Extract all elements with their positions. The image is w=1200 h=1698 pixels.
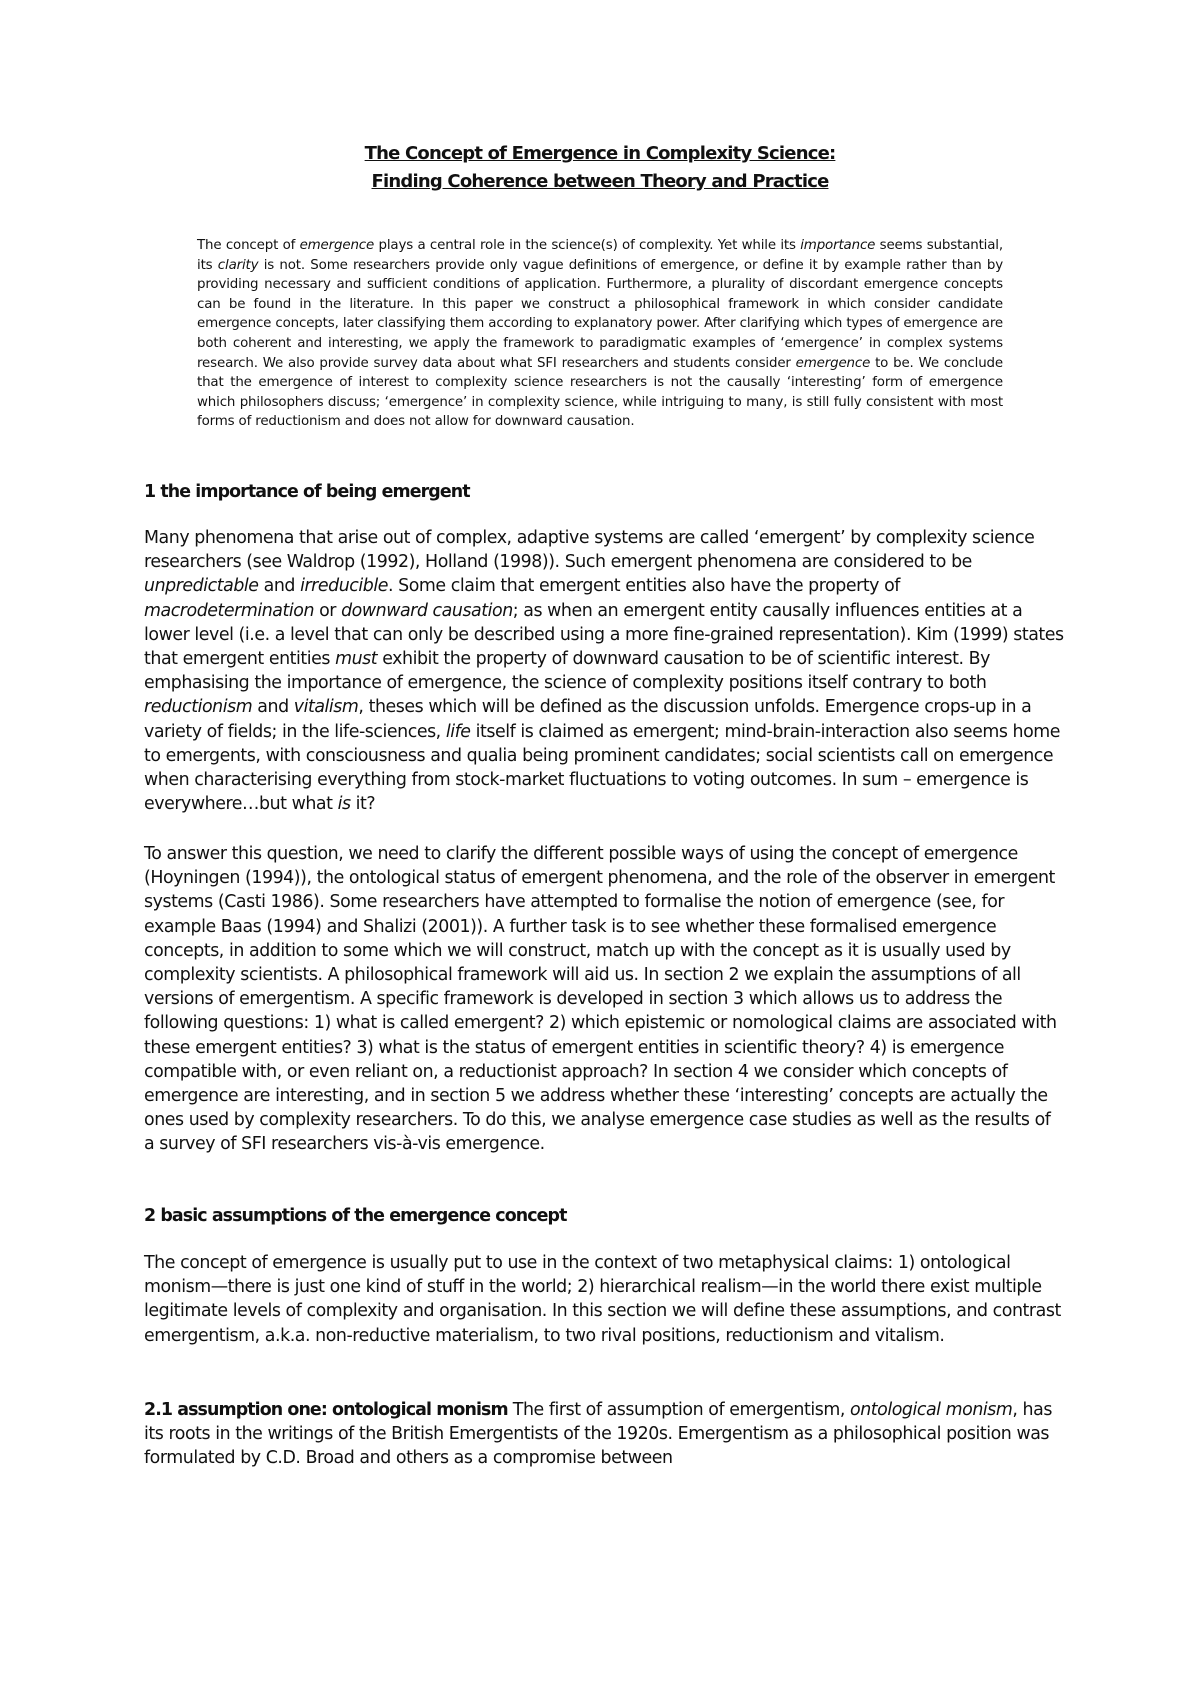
abstract xyxy=(197,236,1003,432)
body-emphasis: macrodetermination xyxy=(144,600,315,621)
body-text: . Some claim that emergent entities also have the property of xyxy=(388,576,900,597)
body-text: The first of assumption of emergentism, xyxy=(507,1400,850,1420)
body-emphasis: vitalism xyxy=(293,697,359,718)
body-text: Many phenomena that arise out of complex, adaptive systems are called ‘emergent’ by complexity science researchers (see Waldrop (1992), Holland (1998)). Such emergent phenomena are considered to be xyxy=(144,528,1035,573)
body-text: and xyxy=(258,576,301,597)
body-text: , has its roots in the writings of the British Emergentists of the 1920s. Emergentism as a philosophical position was formulated by C.D. Broad and others as a compromise between xyxy=(144,1400,1052,1469)
section-2-heading: 2 basic assumptions of the emergence concept xyxy=(144,1206,567,1226)
body-emphasis: reductionism xyxy=(144,697,253,718)
body-text: , theses which will be defined as the discussion unfolds. Emergence crops-up in a variety of fields; in the life-sciences, xyxy=(144,697,1032,742)
body-text: it? xyxy=(350,794,376,815)
abstract-emphasis: emergence xyxy=(795,355,871,371)
body-emphasis: is xyxy=(337,794,351,815)
subsection-2-1-heading: 2.1 assumption one: ontological monism xyxy=(144,1400,508,1420)
abstract-text: seems substantial, its xyxy=(197,238,1003,273)
section-1-heading: 1 the importance of being emergent xyxy=(144,482,470,502)
body-text: ; as when an emergent entity causally influences entities at a lower level (i.e. a level that can only be described using a more fine-grained representation). Kim (1999) states that emergent entities xyxy=(144,600,1064,670)
body-text: or xyxy=(314,600,342,621)
section-1-paragraph-1 xyxy=(144,526,1064,816)
body-emphasis: downward causation xyxy=(341,600,513,621)
abstract-paragraph xyxy=(197,236,1003,432)
body-emphasis: must xyxy=(335,649,378,670)
abstract-text: plays a central role in the science(s) of complexity. Yet while its xyxy=(374,238,801,253)
body-paragraph: To answer this question, we need to clarify the different possible ways of using the concept of emergence (Hoyningen (1994)), the ontological status of emergent phenomena, and the role of the observer in emergent systems (Casti 1986). Some researchers have attempted to formalise the notion of emergence (see, for example Baas (1994) and Shalizi (2001)). A further task is to see whether these formalised emergence concepts, in addition to some which we will construct, match up with the concept as it is usually used by complexity scientists. A philosophical framework will aid us. In section 2 we explain the assumptions of all versions of emergentism. A specific framework is developed in section 3 which allows us to address the following questions: 1) what is called emergent? 2) which epistemic or nomological claims are associated with these emergent entities? 3) what is the status of emergent entities in scientific theory? 4) is emergence compatible with, or even reliant on, a reductionist approach? In section 4 we consider which concepts of emergence are interesting, and in section 5 we address whether these ‘interesting’ concepts are actually the ones used by complexity researchers. To do this, we analyse emergence case studies as well as the results of a survey of SFI researchers vis-à-vis emergence. xyxy=(144,844,1057,1155)
body-paragraph: The concept of emergence is usually put to use in the context of two metaphysical claims: 1) ontological monism—there is just one kind of stuff in the world; 2) hierarchical realism—in the world there exist multiple legitimate levels of complexity and organisation. In this section we will define these assumptions, and contrast emergentism, a.k.a. non-reductive materialism, to two rival positions, reductionism and vitalism. xyxy=(144,1253,1061,1346)
body-emphasis: irreducible xyxy=(300,576,388,597)
section-2-heading-wrap xyxy=(144,1204,1064,1228)
paper-title xyxy=(0,140,1200,196)
body-text: and xyxy=(252,697,294,718)
abstract-emphasis: importance xyxy=(800,238,876,253)
body-text: exhibit the property of downward causation to be of scientific interest. By emphasising the importance of emergence, the science of complexity positions itself contrary to both xyxy=(144,649,990,694)
abstract-emphasis: clarity xyxy=(217,257,259,273)
title-line-2: Finding Coherence between Theory and Practice xyxy=(371,171,829,192)
body-paragraph xyxy=(144,526,1064,816)
body-emphasis: unpredictable xyxy=(144,576,259,597)
section-1-heading-wrap xyxy=(144,480,1064,504)
abstract-text: to be. We conclude that the emergence of interest to complexity science researchers is not the causally ‘interesting’ form of emergence which philosophers discuss; ‘emergence’ in complexity science, while intriguing to many, is still fully consistent with most forms of reductionism and does not allow for downward causation. xyxy=(197,355,1003,430)
subsection-2-1 xyxy=(144,1398,1064,1471)
section-2-paragraph-1 xyxy=(144,1251,1064,1348)
section-1-paragraph-2 xyxy=(144,842,1064,1157)
title-line-1: The Concept of Emergence in Complexity Science: xyxy=(364,143,836,164)
abstract-text: is not. Some researchers provide only vague definitions of emergence, or define it by example rather than by providing necessary and sufficient conditions of application. Furthermore, a plurality of discordant emergence concepts can be found in the literature. In this paper we construct a philosophical framework in which consider candidate emergence concepts, later classifying them according to explanatory power. After clarifying which types of emergence are both coherent and interesting, we apply the framework to paradigmatic examples of ‘emergence’ in complex systems research. We also provide survey data about what SFI researchers and students consider xyxy=(197,257,1003,371)
abstract-emphasis: emergence xyxy=(299,238,375,253)
body-emphasis: life xyxy=(445,721,471,742)
abstract-text: The concept of xyxy=(197,238,300,253)
body-emphasis: ontological monism xyxy=(850,1400,1013,1420)
body-text: itself is claimed as emergent; mind-brain-interaction also seems home to emergents, with consciousness and qualia being prominent candidates; social scientists call on emergence when characterising everything from stock-market fluctuations to voting outcomes. In sum – emergence is everywhere…but what xyxy=(144,721,1061,815)
body-paragraph xyxy=(144,1398,1064,1471)
